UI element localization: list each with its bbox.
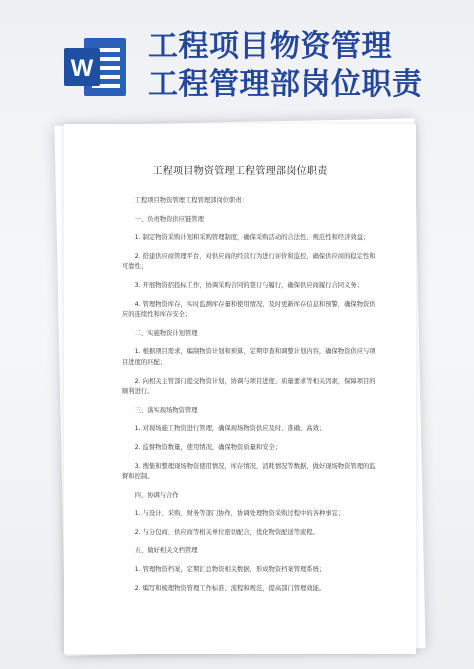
section-heading: 三、落实现场物资管理 (134, 406, 198, 414)
list-item: 1. 管理物资档案，定期汇总物资相关数据，形成物资档案管理系统； (134, 566, 326, 574)
document-title: 工程项目物资管理工程管理部岗位职责 (152, 166, 328, 177)
list-item: 1. 制定物资采购计划和采购管理制度，确保采购活动的合法性、规范性和经济效益； (134, 234, 370, 242)
list-item: 1. 与设计、采购、财务等部门协作，协调处理物资采购过程中的各种事宜； (134, 510, 345, 518)
list-item: 2. 监督物资数量，使用情况，确保物资质量和安全； (134, 443, 282, 451)
list-item: 2. 与分包商、供应商等相关单位密切配合，优化物资配送等流程。 (134, 528, 319, 536)
list-item: 1. 对现场施工物资进行管理，确保现场物资供应及时、准确、高效； (134, 425, 326, 433)
document-page (64, 124, 416, 654)
section-heading: 二、实施物资计划管理 (134, 329, 198, 337)
list-item: 2. 向相关主管部门提交物资计划，协调与项目进度、质量要求等相关因素，保障项目的顺利进行。 (122, 377, 376, 396)
header-title-line1: 工程项目物资管理 (148, 29, 392, 64)
section-heading: 五、做好相关文档管理 (134, 547, 198, 555)
list-item: 4. 管理物资库存，实时监测库存量和使用情况，及时更新库存信息和预警，确保物资供应的连续性和库存安全； (122, 300, 376, 319)
list-item: 2. 搭建供应商管理平台，对供应商的经营行为进行评价和监控，确保供应商的稳定性和可靠性； (122, 252, 376, 271)
document-intro: 工程项目物资管理工程管理部岗位职责： (134, 197, 248, 204)
header-title (148, 28, 468, 104)
header-title-line2: 工程管理部岗位职责 (148, 67, 423, 102)
word-document-icon (62, 34, 128, 100)
list-item: 3. 开展物资招投标工作，协调采购合同的签订与履行，确保供应商履行合同义务； (134, 281, 363, 289)
document-body (122, 196, 378, 602)
list-item: 2. 编写和梳理物资管理工作标准、流程和规范，提高部门管理效能。 (134, 584, 326, 592)
list-item: 1. 根据项目需求，编制物资计划和预算，定期审查和调整计划内容，确保物资供应与项目进度的匹配； (122, 348, 376, 366)
list-item: 3. 搜集和整理现场物资使用情况，库存情况，消耗情况等数据，做好现场物资管理的监督和控制。 (122, 462, 376, 481)
header-banner (0, 0, 474, 118)
section-heading: 一、负责物资供应链管理 (134, 215, 204, 223)
section-heading: 四、协调与合作 (134, 491, 179, 499)
svg-text:W: W (70, 55, 94, 82)
